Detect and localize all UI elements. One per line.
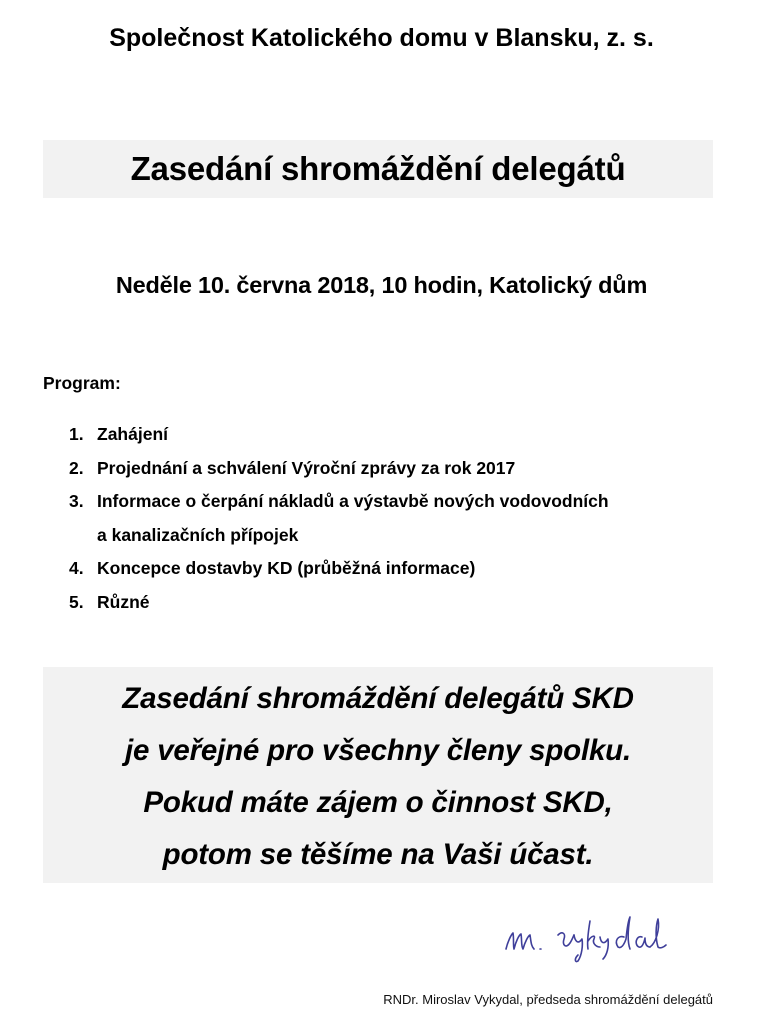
notice-line: Pokud máte zájem o činnost SKD, [143, 786, 613, 819]
program-item-text: Projednání a schválení Výroční zprávy za rok 2017 [97, 457, 516, 478]
program-item [63, 485, 723, 552]
program-item-text: Různé [97, 591, 150, 612]
notice-line: potom se těšíme na Vaši účast. [162, 838, 594, 871]
program-item-number: 1. [69, 424, 84, 444]
program-label: Program: [43, 373, 121, 393]
notice-line: Zasedání shromáždění delegátů SKD [122, 682, 634, 715]
program-item-number: 2. [69, 457, 84, 478]
program-item [63, 552, 723, 586]
program-item-number: 3. [69, 491, 84, 511]
title-banner [43, 140, 713, 198]
program-item [63, 452, 723, 486]
organization-title: Společnost Katolického domu v Blansku, z. s. [109, 24, 654, 52]
handwritten-signature [500, 905, 700, 965]
program-item-number: 4. [69, 558, 84, 578]
public-notice-banner [43, 667, 713, 883]
program-item-text: Informace o čerpání nákladů a výstavbě nových vodovodních [97, 491, 609, 511]
program-list [63, 418, 723, 619]
program-item-text: Koncepce dostavby KD (průběžná informace) [97, 558, 476, 578]
meeting-details: Neděle 10. června 2018, 10 hodin, Katolický dům [115, 272, 648, 298]
program-item-text: Zahájení [97, 424, 168, 444]
signer-name: RNDr. Miroslav Vykydal, předseda shromáždění delegátů [383, 992, 713, 1007]
document-title: Zasedání shromáždění delegátů [130, 150, 626, 187]
notice-line: je veřejné pro všechny členy spolku. [125, 734, 631, 767]
program-item-number: 5. [69, 591, 84, 612]
program-item-text-continued: a kanalizačních přípojek [97, 524, 299, 545]
program-item [63, 418, 723, 452]
program-item [63, 586, 723, 620]
